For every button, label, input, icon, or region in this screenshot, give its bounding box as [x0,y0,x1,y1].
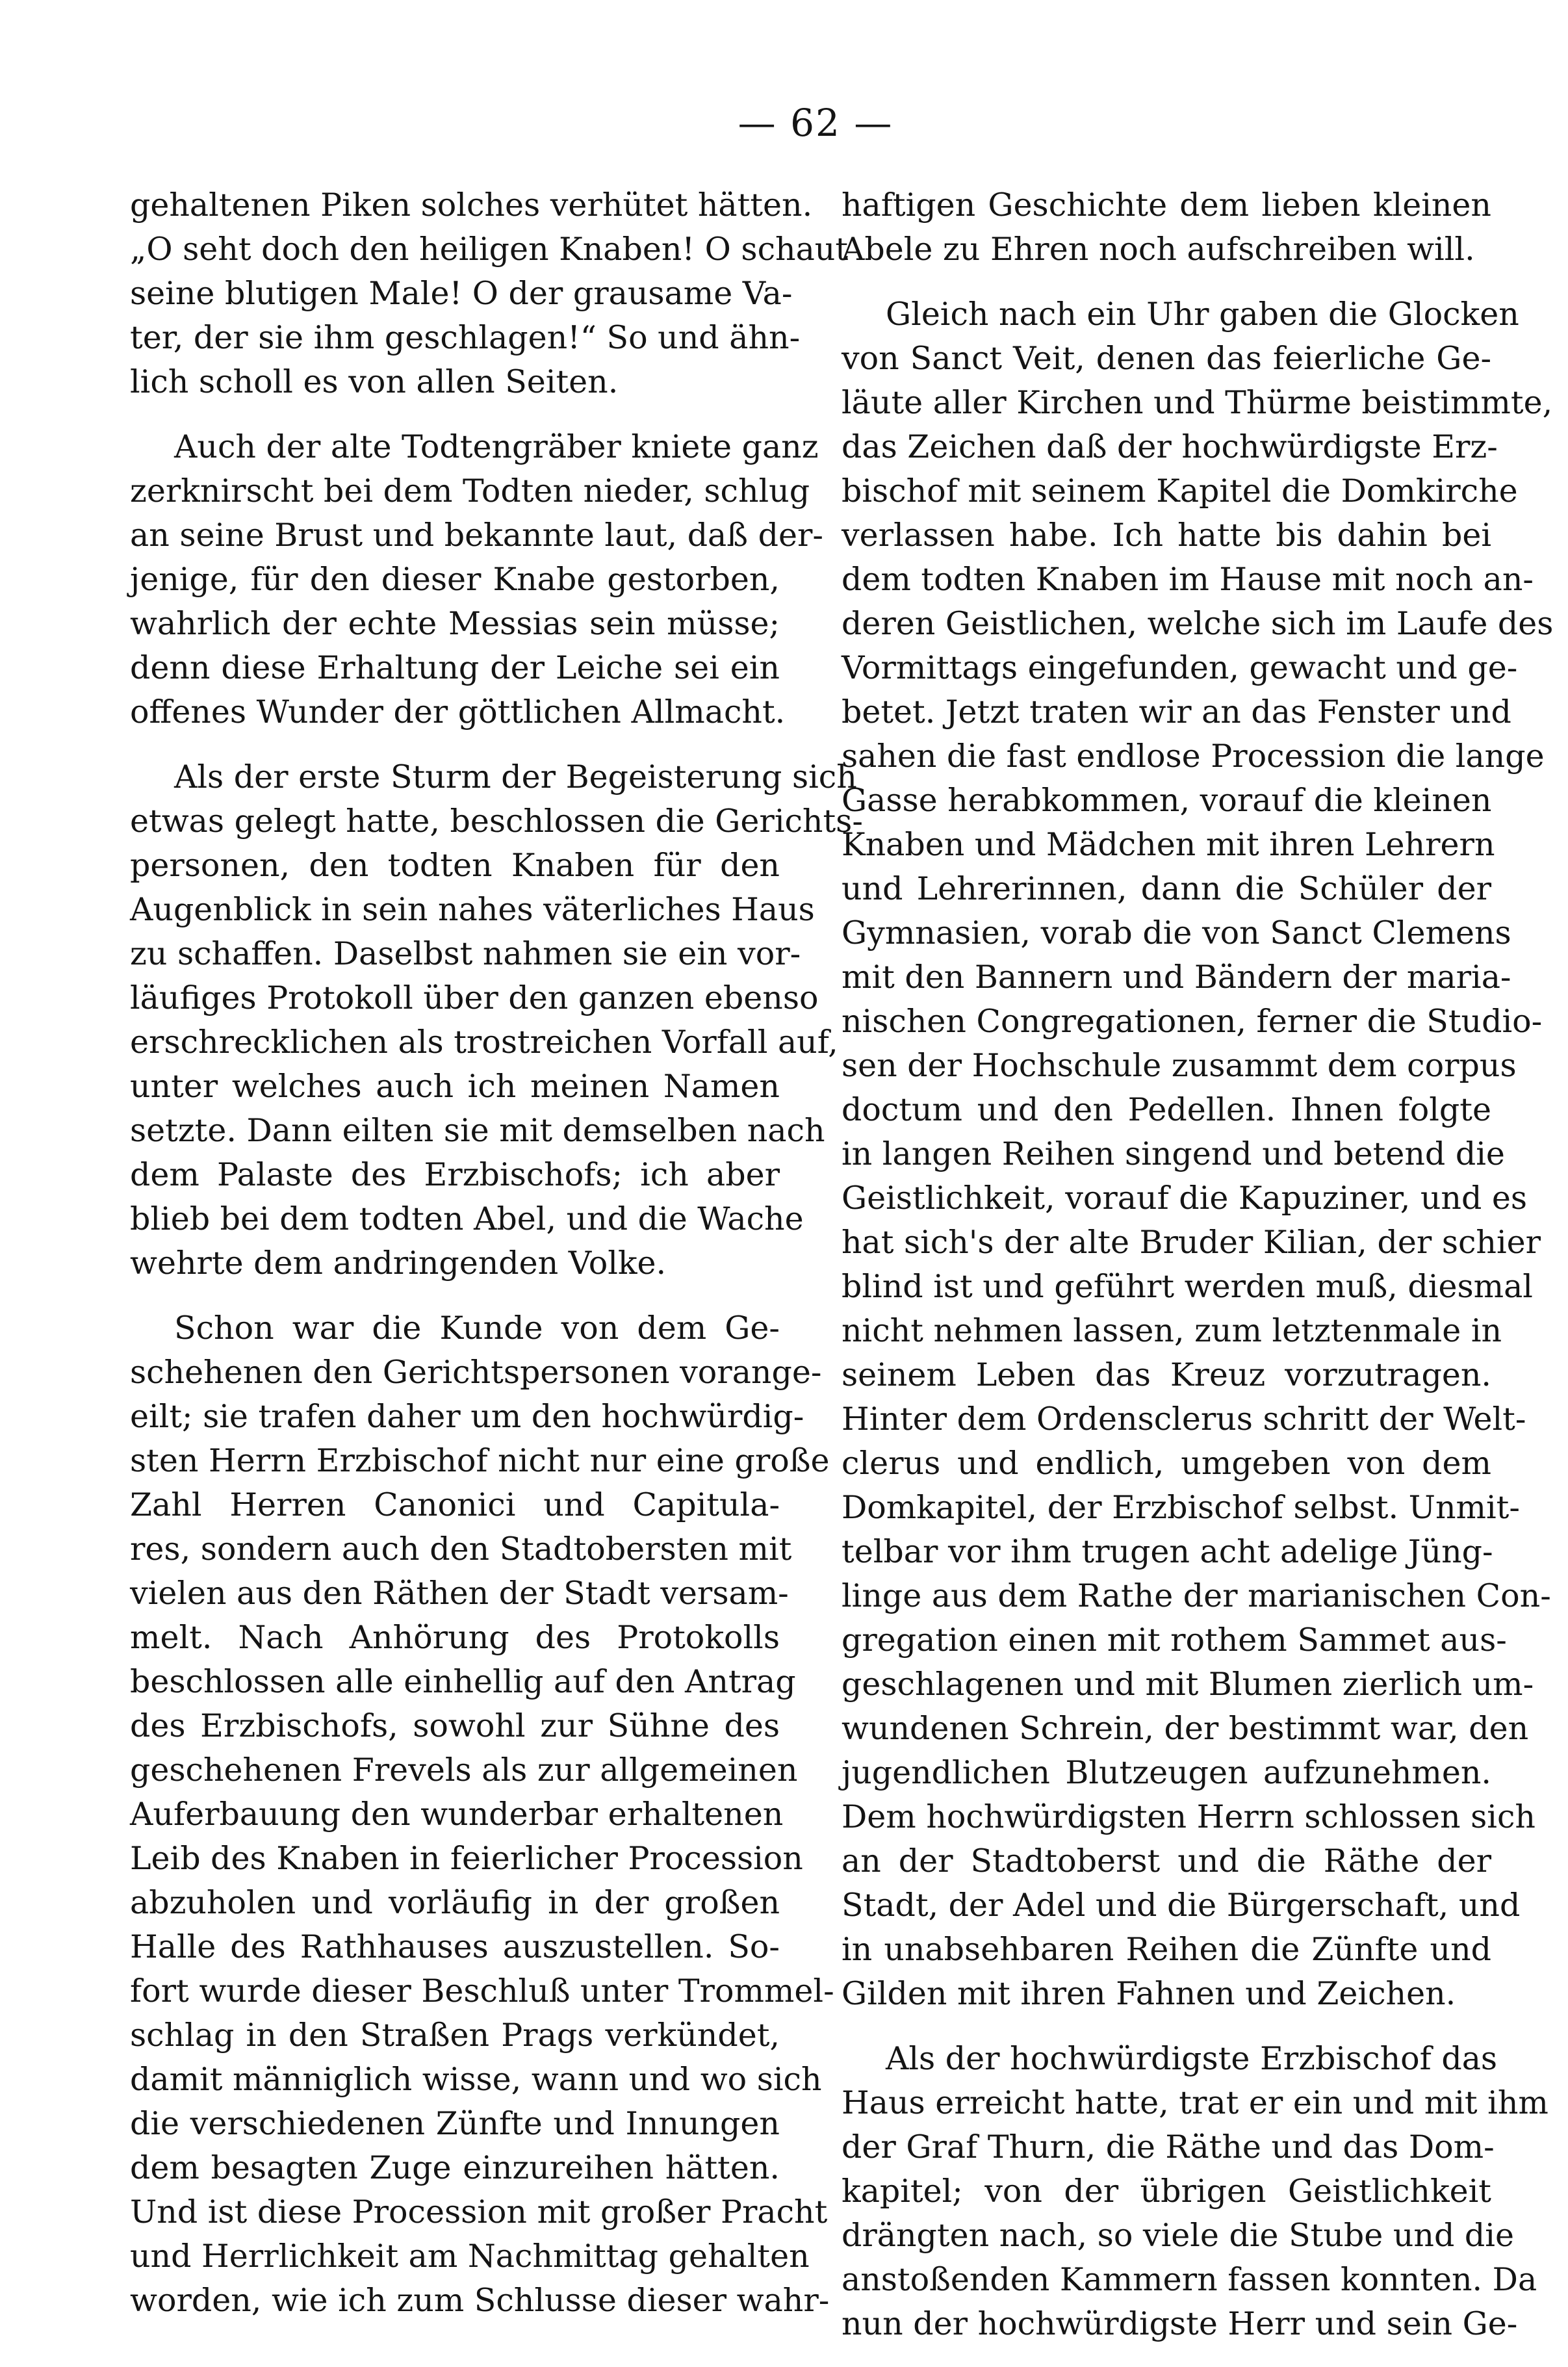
paragraph [130,1306,834,2323]
right-column [842,183,1554,2367]
text-line: Vormittags eingefunden, gewacht und ge- [842,649,1518,686]
text-line: erschrecklichen als trostreichen Vorfall auf, [130,1024,838,1061]
text-line: drängten nach, so viele die Stube und die [842,2217,1514,2254]
text-line: Stadt, der Adel und die Bürgerschaft, und [842,1887,1521,1924]
page-number: — 62 — [738,101,893,145]
text-line: sten Herrn Erzbischof nicht nur eine große [130,1442,830,1479]
text-line: jenige, für den dieser Knabe gestorben, [130,561,780,598]
text-line: blieb bei dem todten Abel, und die Wache [130,1200,804,1237]
text-line: Gasse herabkommen, vorauf die kleinen [842,782,1492,819]
text-line: Halle des Rathhauses auszustellen. So- [130,1928,780,1965]
text-line: Als der hochwürdigste Erzbischof das [886,2040,1498,2077]
text-line: läute aller Kirchen und Thürme beistimmte, [842,384,1553,421]
text-line: Gymnasien, vorab die von Sanct Clemens [842,914,1511,951]
text-line: worden, wie ich zum Schlusse dieser wahr- [130,2282,830,2319]
text-line: haftigen Geschichte dem lieben kleinen [842,187,1491,224]
text-line: eilt; sie trafen daher um den hochwürdig- [130,1398,804,1435]
text-line: an der Stadtoberst und die Räthe der [842,1843,1491,1880]
text-line: an seine Brust und bekannte laut, daß der- [130,517,823,554]
paragraph [842,292,1554,2016]
text-line: geschlagenen und mit Blumen zierlich um- [842,1666,1534,1703]
text-line: Abele zu Ehren noch aufschreiben will. [842,231,1475,268]
text-line: geschehenen Frevels als zur allgemeinen [130,1752,798,1789]
text-line: telbar vor ihm trugen acht adelige Jüng- [842,1533,1493,1570]
text-line: Und ist diese Procession mit großer Pracht [130,2193,828,2231]
text-line: Leib des Knaben in feierlicher Procession [130,1840,803,1877]
text-line: beschlossen alle einhellig auf den Antrag [130,1663,796,1700]
text-line: in langen Reihen singend und betend die [842,1135,1505,1172]
text-line: Haus erreicht hatte, trat er ein und mit ihm [842,2084,1549,2121]
text-line: dem todten Knaben im Hause mit noch an- [842,561,1534,598]
text-line: Als der erste Sturm der Begeisterung sich [174,758,857,795]
text-line: res, sondern auch den Stadtobersten mit [130,1531,792,1568]
text-line: nun der hochwürdigste Herr und sein Ge- [842,2305,1518,2342]
text-line: Domkapitel, der Erzbischof selbst. Unmit- [842,1489,1520,1526]
text-line: anstoßenden Kammern fassen konnten. Da [842,2261,1537,2298]
text-line: in unabsehbaren Reihen die Zünfte und [842,1931,1491,1968]
text-line: nicht nehmen lassen, zum letztenmale in [842,1312,1502,1349]
text-line: kapitel; von der übrigen Geistlichkeit [842,2173,1491,2210]
text-line: dem Palaste des Erzbischofs; ich aber [130,1156,780,1193]
text-line: setzte. Dann eilten sie mit demselben nach [130,1112,825,1149]
text-line: Auferbauung den wunderbar erhaltenen [130,1796,784,1833]
text-line: Schon war die Kunde von dem Ge- [174,1310,780,1347]
text-line: sen der Hochschule zusammt dem corpus [842,1047,1517,1084]
text-line: deren Geistlichen, welche sich im Laufe des [842,605,1554,642]
text-line: Geistlichkeit, vorauf die Kapuziner, und es [842,1180,1528,1217]
text-line: seinem Leben das Kreuz vorzutragen. [842,1356,1491,1393]
text-line: und Herrlichkeit am Nachmittag gehalten [130,2238,810,2275]
text-line: Zahl Herren Canonici und Capitula- [130,1486,780,1523]
text-line: melt. Nach Anhörung des Protokolls [130,1619,780,1656]
text-line: ter, der sie ihm geschlagen!“ So und ähn- [130,319,801,356]
text-line: abzuholen und vorläufig in der großen [130,1884,780,1921]
text-line: zerknirscht bei dem Todten nieder, schlug [130,472,810,510]
text-line: zu schaffen. Daselbst nahmen sie ein vor- [130,935,801,972]
left-column [130,183,863,2344]
text-line: etwas gelegt hatte, beschlossen die Gerichts- [130,803,863,840]
text-line: sahen die fast endlose Procession die lange [842,738,1545,775]
text-line: lich scholl es von allen Seiten. [130,363,619,400]
text-line: betet. Jetzt traten wir an das Fenster und [842,693,1511,731]
text-line: vielen aus den Räthen der Stadt versam- [130,1575,789,1612]
paragraph [842,2037,1549,2346]
text-line: damit männiglich wisse, wann und wo sich [130,2061,822,2098]
text-line: clerus und endlich, umgeben von dem [842,1445,1491,1482]
text-line: Augenblick in sein nahes väterliches Haus [130,891,815,928]
text-line: nischen Congregationen, ferner die Studio- [842,1003,1543,1040]
text-line: des Erzbischofs, sowohl zur Sühne des [130,1707,780,1744]
paragraph [130,183,849,404]
text-line: Auch der alte Todtengräber kniete ganz [174,428,819,465]
text-line: personen, den todten Knaben für den [130,847,780,884]
text-line: Gilden mit ihren Fahnen und Zeichen. [842,1975,1456,2012]
text-line: Gleich nach ein Uhr gaben die Glocken [886,296,1519,333]
text-line: wundenen Schrein, der bestimmt war, den [842,1710,1529,1747]
text-line: offenes Wunder der göttlichen Allmacht. [130,693,786,731]
text-line: linge aus dem Rathe der marianischen Con- [842,1577,1551,1614]
text-line: jugendlichen Blutzeugen aufzunehmen. [842,1754,1491,1791]
text-line: schlag in den Straßen Prags verkündet, [130,2017,780,2054]
text-line: verlassen habe. Ich hatte bis dahin bei [842,517,1491,554]
text-line: dem besagten Zuge einzureihen hätten. [130,2149,780,2186]
paragraph [130,425,823,734]
text-line: mit den Bannern und Bändern der maria- [842,959,1511,996]
text-line: fort wurde dieser Beschluß unter Trommel- [130,1972,834,2010]
text-line: Knaben und Mädchen mit ihren Lehrern [842,826,1495,863]
paragraph [842,183,1491,272]
text-line: Dem hochwürdigsten Herrn schlossen sich [842,1798,1536,1835]
text-line: unter welches auch ich meinen Namen [130,1068,780,1105]
text-line: „O seht doch den heiligen Knaben! O schaut [130,231,849,268]
text-line: gregation einen mit rothem Sammet aus- [842,1622,1507,1659]
text-line: und Lehrerinnen, dann die Schüler der [842,870,1491,907]
text-line: schehenen den Gerichtspersonen vorange- [130,1354,822,1391]
text-line: hat sich's der alte Bruder Kilian, der schier [842,1224,1541,1261]
text-line: die verschiedenen Zünfte und Innungen [130,2105,780,2142]
text-line: bischof mit seinem Kapitel die Domkirche [842,472,1518,510]
text-line: gehaltenen Piken solches verhütet hätten. [130,187,813,224]
text-line: blind ist und geführt werden muß, diesmal [842,1268,1533,1305]
text-line: läufiges Protokoll über den ganzen ebenso [130,979,819,1016]
text-line: doctum und den Pedellen. Ihnen folgte [842,1091,1491,1128]
text-line: denn diese Erhaltung der Leiche sei ein [130,649,780,686]
paragraph [130,755,863,1286]
text-line: Hinter dem Ordensclerus schritt der Welt- [842,1401,1526,1438]
text-line: von Sanct Veit, denen das feierliche Ge- [842,340,1491,377]
text-line: seine blutigen Male! O der grausame Va- [130,275,793,312]
text-line: der Graf Thurn, die Räthe und das Dom- [842,2128,1495,2166]
text-line: wahrlich der echte Messias sein müsse; [130,605,780,642]
text-line: wehrte dem andringenden Volke. [130,1245,667,1282]
text-line: das Zeichen daß der hochwürdigste Erz- [842,428,1498,465]
